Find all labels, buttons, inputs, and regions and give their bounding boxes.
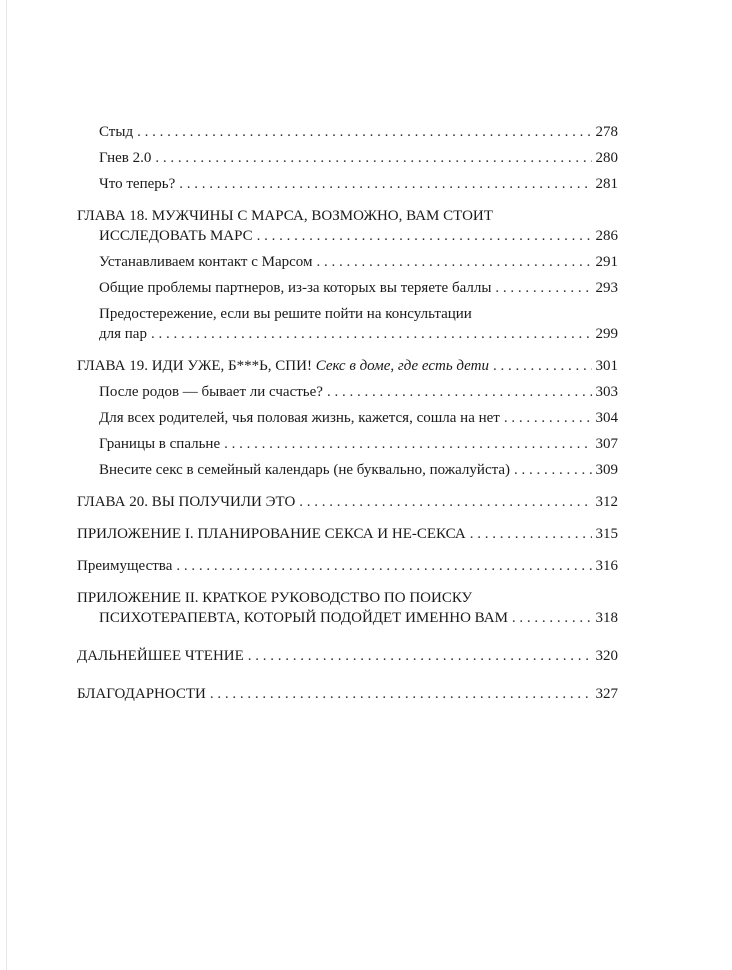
toc-entry[interactable] — [99, 408, 618, 428]
toc-entry-page: 312 — [595, 494, 618, 510]
toc-entry-page: 303 — [595, 384, 618, 400]
toc-entry-page: 281 — [595, 176, 618, 192]
toc-entry[interactable] — [99, 434, 618, 454]
toc-entry-title: Что теперь? — [99, 176, 176, 192]
toc-entry-title: После родов — бывает ли счастье? — [99, 384, 323, 400]
toc-entry[interactable] — [77, 556, 618, 576]
toc-entry-title: ПРИЛОЖЕНИЕ I. ПЛАНИРОВАНИЕ СЕКСА И НЕ-СЕКСА — [77, 526, 466, 542]
toc-entry[interactable] — [99, 382, 618, 402]
dot-leader — [327, 382, 592, 402]
toc-entry[interactable] — [99, 122, 618, 142]
toc-entry-page: 304 — [595, 410, 618, 426]
toc-entry-page: 316 — [595, 558, 618, 574]
page-edge — [6, 0, 7, 970]
dot-leader — [176, 556, 591, 576]
toc-entry[interactable] — [99, 608, 618, 628]
toc-entry[interactable] — [77, 646, 618, 666]
dot-leader — [155, 148, 591, 168]
dot-leader — [179, 174, 591, 194]
dot-leader — [248, 646, 592, 666]
toc-entry-title: БЛАГОДАРНОСТИ — [77, 686, 206, 702]
toc-entry-page: 307 — [595, 436, 618, 452]
chapter-subtitle: Секс в доме, где есть дети — [315, 358, 489, 374]
toc-entry[interactable] — [99, 174, 618, 194]
toc-entry-title: Устанавливаем контакт с Марсом — [99, 254, 313, 270]
toc-entry-title: Внесите секс в семейный календарь (не буквально, пожалуйста) — [99, 462, 510, 478]
dot-leader — [512, 608, 592, 628]
dot-leader — [504, 408, 592, 428]
toc-entry[interactable] — [99, 460, 618, 480]
toc-entry[interactable] — [99, 148, 618, 168]
chapter-title: ГЛАВА 19. ИДИ УЖЕ, Б***Ь, СПИ! — [77, 358, 312, 374]
toc-entry[interactable] — [77, 356, 618, 376]
toc-entry-page: 280 — [595, 150, 618, 166]
toc-entry-page: 327 — [595, 686, 618, 702]
dot-leader — [299, 492, 591, 512]
toc-entry-page: 278 — [595, 124, 618, 140]
dot-leader — [493, 356, 592, 376]
toc-entry[interactable] — [99, 278, 618, 298]
toc-entry-title: Границы в спальне — [99, 436, 221, 452]
toc-entry-page: 318 — [595, 610, 618, 626]
dot-leader — [210, 684, 592, 704]
toc-entry-title: Стыд — [99, 124, 134, 140]
toc-entry-title: Гнев 2.0 — [99, 150, 152, 166]
dot-leader — [495, 278, 591, 298]
toc-entry-page: 286 — [595, 228, 618, 244]
toc-entry[interactable] — [99, 226, 618, 246]
toc-entry[interactable] — [77, 492, 618, 512]
toc-entry[interactable] — [99, 324, 618, 344]
dot-leader — [317, 252, 592, 272]
appendix-title-line1: ПРИЛОЖЕНИЕ II. КРАТКОЕ РУКОВОДСТВО ПО ПОИСКУ — [77, 590, 473, 606]
dot-leader — [137, 122, 591, 142]
toc-entry[interactable] — [77, 684, 618, 704]
toc-entry-page: 299 — [595, 326, 618, 342]
toc-entry-title: ИССЛЕДОВАТЬ МАРС — [99, 228, 253, 244]
toc-entry-title: Для всех родителей, чья половая жизнь, кажется, сошла на нет — [99, 410, 500, 426]
dot-leader — [151, 324, 592, 344]
toc-entry-title: Преимущества — [77, 558, 173, 574]
toc-entry-page: 301 — [595, 358, 618, 374]
toc-entry-page: 293 — [595, 280, 618, 296]
toc-entry-title-line1: Предостережение, если вы решите пойти на консультации — [99, 306, 472, 322]
toc-entry-title: ПСИХОТЕРАПЕВТА, КОТОРЫЙ ПОДОЙДЕТ ИМЕННО ВАМ — [99, 610, 508, 626]
toc-entry-title — [77, 356, 489, 376]
toc-entry-page: 320 — [595, 648, 618, 664]
toc-entry-title: Общие проблемы партнеров, из-за которых вы теряете баллы — [99, 280, 492, 296]
dot-leader — [257, 226, 592, 246]
toc-entry-page: 291 — [595, 254, 618, 270]
dot-leader — [514, 460, 592, 480]
dot-leader — [224, 434, 591, 454]
toc-entry-page: 315 — [595, 526, 618, 542]
toc-entry-title: для пар — [99, 326, 147, 342]
dot-leader — [470, 524, 592, 544]
toc-entry-title: ДАЛЬНЕЙШЕЕ ЧТЕНИЕ — [77, 648, 244, 664]
chapter-title-line1: ГЛАВА 18. МУЖЧИНЫ С МАРСА, ВОЗМОЖНО, ВАМ СТОИТ — [77, 208, 493, 224]
toc-entry[interactable] — [77, 524, 618, 544]
toc-entry-title: ГЛАВА 20. ВЫ ПОЛУЧИЛИ ЭТО — [77, 494, 296, 510]
toc-entry[interactable] — [99, 252, 618, 272]
toc-entry-page: 309 — [595, 462, 618, 478]
